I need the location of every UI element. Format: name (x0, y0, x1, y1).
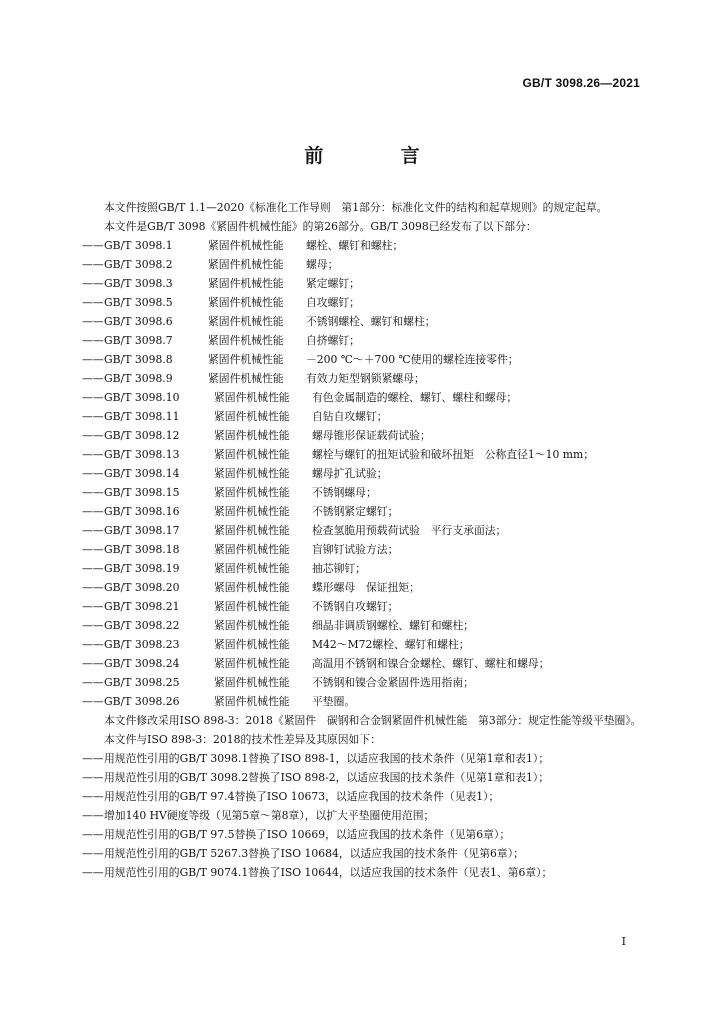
list-dash: —— (82, 239, 104, 252)
difference-item (82, 806, 644, 825)
list-item (82, 407, 644, 426)
part-title: 不锈钢和镍合金紧固件选用指南； (312, 676, 474, 689)
page-title: 前 言 (304, 146, 456, 167)
list-item (82, 616, 644, 635)
list-dash: —— (82, 657, 104, 670)
part-series-title: 紧固件机械性能 (214, 600, 290, 613)
list-dash: —— (82, 638, 104, 651)
list-item (82, 464, 644, 483)
standard-code: GB/T 3098.24 (104, 657, 180, 670)
standard-code: GB/T 3098.17 (104, 524, 180, 537)
part-series-title: 紧固件机械性能 (214, 448, 290, 461)
difference-item (82, 749, 644, 768)
difference-item (82, 787, 644, 806)
difference-text: 用规范性引用的GB/T 3098.2替换了ISO 898-2，以适应我国的技术条件（见第1章和表1）； (104, 771, 550, 784)
part-title: 螺母锥形保证载荷试验； (312, 429, 431, 442)
intro-paragraph-2: 本文件是GB/T 3098《紧固件机械性能》的第26部分。GB/T 3098已经发布了以下部分： (104, 220, 537, 233)
list-item (82, 597, 644, 616)
list-item (82, 255, 644, 274)
modification-paragraph: 本文件修改采用ISO 898-3：2018《紧固件 碳钢和合金钢紧固件机械性能 第3部分：规定性能等级平垫圈》。 (104, 714, 642, 727)
list-dash: —— (82, 505, 104, 518)
part-title: －200 ℃～＋700 ℃使用的螺栓连接零件； (306, 353, 519, 366)
part-series-title: 紧固件机械性能 (214, 695, 290, 708)
standard-code: GB/T 3098.21 (104, 600, 180, 613)
standard-code: GB/T 3098.1 (104, 239, 173, 252)
list-dash: —— (82, 581, 104, 594)
part-title: 抽芯铆钉； (312, 562, 366, 575)
list-item (82, 388, 644, 407)
list-item (82, 426, 644, 445)
part-series-title: 紧固件机械性能 (214, 467, 290, 480)
page-number: I (621, 935, 626, 948)
list-dash: —— (82, 296, 104, 309)
list-dash: —— (82, 277, 104, 290)
list-dash: —— (82, 562, 104, 575)
part-series-title: 紧固件机械性能 (214, 410, 290, 423)
part-title: 高温用不锈钢和镍合金螺栓、螺钉、螺柱和螺母； (312, 657, 550, 670)
part-series-title: 紧固件机械性能 (214, 524, 290, 537)
list-dash: —— (82, 524, 104, 537)
part-title: 螺母扩孔试验； (312, 467, 388, 480)
standard-code: GB/T 3098.8 (104, 353, 173, 366)
standard-code: GB/T 3098.5 (104, 296, 173, 309)
part-series-title: 紧固件机械性能 (208, 334, 284, 347)
list-item (82, 312, 644, 331)
list-dash: —— (82, 790, 104, 803)
differences-intro: 本文件与ISO 898-3：2018的技术性差异及其原因如下： (104, 733, 381, 746)
part-title: 检查氢脆用预载荷试验 平行支承面法； (312, 524, 507, 537)
part-series-title: 紧固件机械性能 (214, 676, 290, 689)
standard-code: GB/T 3098.16 (104, 505, 180, 518)
part-title: 不锈钢紧定螺钉； (312, 505, 399, 518)
list-item (82, 654, 644, 673)
standard-code: GB/T 3098.15 (104, 486, 180, 499)
standard-code: GB/T 3098.11 (104, 410, 180, 423)
part-title: 自攻螺钉； (306, 296, 360, 309)
standard-code: GB/T 3098.3 (104, 277, 173, 290)
part-series-title: 紧固件机械性能 (214, 581, 290, 594)
list-dash: —— (82, 771, 104, 784)
standard-code: GB/T 3098.14 (104, 467, 180, 480)
part-series-title: 紧固件机械性能 (214, 505, 290, 518)
standard-code: GB/T 3098.7 (104, 334, 173, 347)
standard-code: GB/T 3098.20 (104, 581, 180, 594)
difference-item (82, 863, 644, 882)
standard-code: GB/T 3098.22 (104, 619, 180, 632)
difference-text: 用规范性引用的GB/T 97.4替换了ISO 10673，以适应我国的技术条件（见表1）； (104, 790, 500, 803)
standard-code: GB/T 3098.23 (104, 638, 180, 651)
part-series-title: 紧固件机械性能 (214, 619, 290, 632)
list-item (82, 331, 644, 350)
part-series-title: 紧固件机械性能 (214, 543, 290, 556)
part-series-title: 紧固件机械性能 (214, 391, 290, 404)
list-item (82, 293, 644, 312)
standard-code: GB/T 3098.6 (104, 315, 173, 328)
list-dash: —— (82, 410, 104, 423)
intro-paragraph-1: 本文件按照GB/T 1.1—2020《标准化工作导则 第1部分：标准化文件的结构和起草规则》的规定起草。 (104, 201, 608, 214)
list-item (82, 635, 644, 654)
difference-text: 用规范性引用的GB/T 5267.3替换了ISO 10684，以适应我国的技术条件（见第6章）； (104, 847, 524, 860)
list-item (82, 521, 644, 540)
part-series-title: 紧固件机械性能 (208, 277, 284, 290)
part-title: 有效力矩型钢锁紧螺母； (306, 372, 425, 385)
part-series-title: 紧固件机械性能 (208, 296, 284, 309)
list-item (82, 445, 644, 464)
part-title: 蝶形螺母 保证扭矩； (312, 581, 420, 594)
parts-list (82, 236, 644, 711)
part-title: M42～M72螺栓、螺钉和螺柱； (312, 638, 470, 651)
standard-code: GB/T 3098.10 (104, 391, 180, 404)
part-title: 紧定螺钉； (306, 277, 360, 290)
part-title: 螺栓与螺钉的扭矩试验和破坏扭矩 公称直径1～10 mm； (312, 448, 595, 461)
list-dash: —— (82, 866, 104, 879)
list-dash: —— (82, 676, 104, 689)
list-dash: —— (82, 372, 104, 385)
list-item (82, 578, 644, 597)
standard-number: GB/T 3098.26—2021 (522, 76, 640, 90)
standard-code: GB/T 3098.26 (104, 695, 180, 708)
list-dash: —— (82, 847, 104, 860)
list-dash: —— (82, 600, 104, 613)
list-dash: —— (82, 429, 104, 442)
list-item (82, 673, 644, 692)
list-dash: —— (82, 467, 104, 480)
list-dash: —— (82, 448, 104, 461)
part-series-title: 紧固件机械性能 (208, 353, 284, 366)
difference-item (82, 768, 644, 787)
list-dash: —— (82, 315, 104, 328)
list-dash: —— (82, 695, 104, 708)
list-item (82, 692, 644, 711)
standard-code: GB/T 3098.13 (104, 448, 180, 461)
list-dash: —— (82, 258, 104, 271)
standard-code: GB/T 3098.18 (104, 543, 180, 556)
list-dash: —— (82, 809, 104, 822)
list-item (82, 540, 644, 559)
list-item (82, 274, 644, 293)
list-dash: —— (82, 828, 104, 841)
standard-code: GB/T 3098.2 (104, 258, 173, 271)
list-dash: —— (82, 619, 104, 632)
part-title: 自挤螺钉； (306, 334, 360, 347)
part-title: 盲铆钉试验方法； (312, 543, 399, 556)
differences-list (82, 749, 644, 882)
list-dash: —— (82, 486, 104, 499)
part-title: 不锈钢螺栓、螺钉和螺柱； (306, 315, 436, 328)
difference-text: 增加140 HV硬度等级（见第5章～第8章），以扩大平垫圈使用范围； (104, 809, 435, 822)
part-title: 螺栓、螺钉和螺柱； (306, 239, 404, 252)
list-item (82, 350, 644, 369)
list-dash: —— (82, 391, 104, 404)
standard-code: GB/T 3098.9 (104, 372, 173, 385)
part-series-title: 紧固件机械性能 (208, 258, 284, 271)
difference-text: 用规范性引用的GB/T 9074.1替换了ISO 10644，以适应我国的技术条件（见表1、第6章）； (104, 866, 553, 879)
part-title: 自钻自攻螺钉； (312, 410, 388, 423)
list-item (82, 369, 644, 388)
part-series-title: 紧固件机械性能 (214, 562, 290, 575)
standard-code: GB/T 3098.25 (104, 676, 180, 689)
list-dash: —— (82, 353, 104, 366)
standard-code: GB/T 3098.19 (104, 562, 180, 575)
difference-item (82, 844, 644, 863)
difference-text: 用规范性引用的GB/T 3098.1替换了ISO 898-1，以适应我国的技术条件（见第1章和表1）； (104, 752, 550, 765)
part-title: 不锈钢自攻螺钉； (312, 600, 399, 613)
part-series-title: 紧固件机械性能 (214, 429, 290, 442)
part-title: 不锈钢螺母； (312, 486, 377, 499)
part-title: 平垫圈。 (312, 695, 356, 708)
part-series-title: 紧固件机械性能 (214, 657, 290, 670)
part-title: 螺母； (306, 258, 339, 271)
list-item (82, 559, 644, 578)
list-dash: —— (82, 752, 104, 765)
standard-code: GB/T 3098.12 (104, 429, 180, 442)
part-series-title: 紧固件机械性能 (208, 372, 284, 385)
list-item (82, 502, 644, 521)
part-series-title: 紧固件机械性能 (214, 486, 290, 499)
difference-item (82, 825, 644, 844)
list-dash: —— (82, 543, 104, 556)
part-title: 细晶非调质钢螺栓、螺钉和螺柱； (312, 619, 474, 632)
list-item (82, 236, 644, 255)
part-series-title: 紧固件机械性能 (208, 315, 284, 328)
part-series-title: 紧固件机械性能 (214, 638, 290, 651)
list-dash: —— (82, 334, 104, 347)
part-title: 有色金属制造的螺栓、螺钉、螺柱和螺母； (312, 391, 518, 404)
part-series-title: 紧固件机械性能 (208, 239, 284, 252)
list-item (82, 483, 644, 502)
foreword-body (82, 198, 644, 882)
difference-text: 用规范性引用的GB/T 97.5替换了ISO 10669，以适应我国的技术条件（见第6章）； (104, 828, 511, 841)
